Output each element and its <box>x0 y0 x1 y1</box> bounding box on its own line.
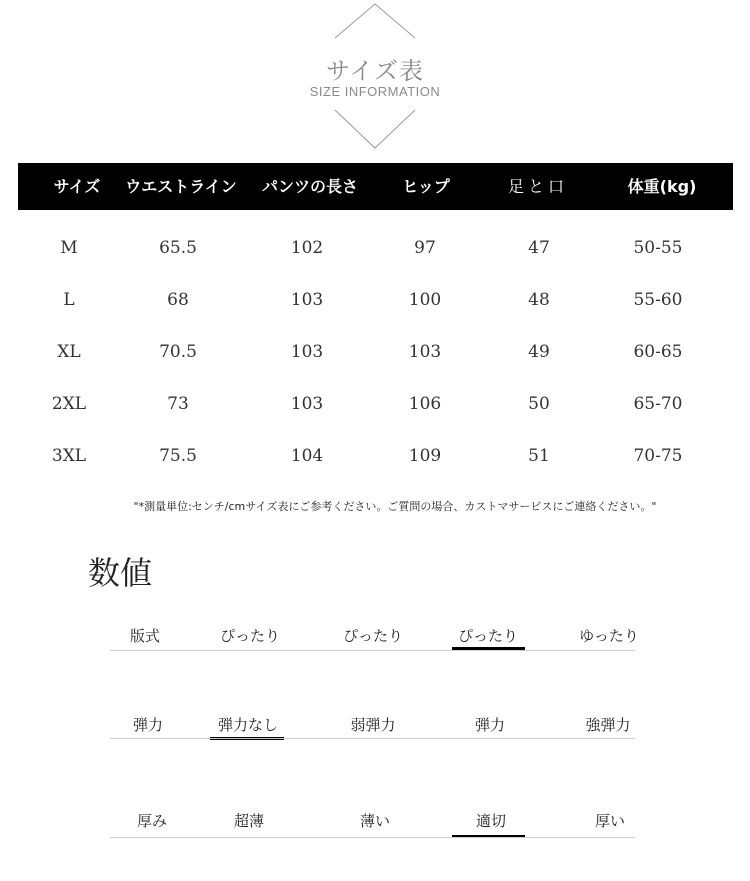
spec-divider <box>110 650 635 651</box>
cell-length: 104 <box>290 446 324 466</box>
size-table-header <box>18 163 733 210</box>
table-row <box>18 280 733 320</box>
spec-label: 弾力 <box>132 716 164 734</box>
cell-weight: 50-55 <box>633 238 683 258</box>
cell-waist: 75.5 <box>159 446 197 466</box>
size-chart-title: サイズ表 <box>325 57 425 85</box>
spec-option-selected: 弾力なし <box>217 716 279 734</box>
cell-waist: 65.5 <box>159 238 197 258</box>
cell-hip: 103 <box>408 342 442 362</box>
spec-option: 厚い <box>594 812 626 830</box>
cell-length: 103 <box>290 290 324 310</box>
cell-size: XL <box>57 342 81 362</box>
spec-option: 弾力 <box>474 716 506 734</box>
spec-label: 厚み <box>136 812 168 830</box>
cell-size: M <box>60 238 78 258</box>
cell-hem: 50 <box>528 394 550 414</box>
cell-hem: 51 <box>528 446 550 466</box>
cell-length: 102 <box>290 238 324 258</box>
specs-title: 数値 <box>88 554 153 592</box>
spec-option: ぴったり <box>219 627 281 645</box>
col-hip: ヒップ <box>402 177 450 196</box>
cell-weight: 55-60 <box>633 290 683 310</box>
spec-row-elasticity <box>110 714 635 754</box>
table-row <box>18 332 733 372</box>
table-row <box>18 384 733 424</box>
cell-hip: 97 <box>414 238 436 258</box>
spec-row-fit <box>110 624 639 664</box>
cell-length: 103 <box>290 394 324 414</box>
table-row <box>18 436 733 476</box>
spec-divider <box>110 738 635 739</box>
spec-option-selected: 適切 <box>475 812 507 830</box>
size-chart-subtitle: SIZE INFORMATION <box>309 84 441 99</box>
spec-option-selected: ぴったり <box>457 627 519 645</box>
col-hem: 足と口 <box>507 177 569 196</box>
cell-weight: 60-65 <box>633 342 683 362</box>
spec-option: ぴったり <box>342 627 404 645</box>
cell-hip: 100 <box>408 290 442 310</box>
spec-option: ゆったり <box>579 627 639 645</box>
cell-size: 3XL <box>51 446 87 466</box>
cell-waist: 68 <box>167 290 189 310</box>
measurement-note: "*測量単位:センチ/cmサイズ表にご参考ください。ご質問の場合、カストマサービスにご連絡ください。" <box>133 500 657 513</box>
cell-waist: 70.5 <box>159 342 197 362</box>
cell-hem: 49 <box>528 342 550 362</box>
spec-option: 超薄 <box>233 812 265 830</box>
col-size: サイズ <box>53 177 101 196</box>
spec-row-thickness <box>110 809 635 849</box>
col-weight: 体重(kg) <box>627 177 697 196</box>
spec-divider <box>110 837 635 838</box>
table-row <box>18 228 733 268</box>
cell-size: L <box>63 290 75 310</box>
col-waist: ウエストライン <box>125 177 237 196</box>
cell-waist: 73 <box>167 394 189 414</box>
cell-weight: 70-75 <box>633 446 683 466</box>
cell-weight: 65-70 <box>633 394 683 414</box>
cell-hem: 47 <box>528 238 550 258</box>
cell-length: 103 <box>290 342 324 362</box>
spec-label: 版式 <box>129 627 161 645</box>
spec-option: 弱弾力 <box>350 716 396 734</box>
cell-hip: 109 <box>408 446 442 466</box>
spec-option: 強弾力 <box>585 716 631 734</box>
spec-option: 薄い <box>359 812 391 830</box>
cell-size: 2XL <box>51 394 87 414</box>
cell-hip: 106 <box>408 394 442 414</box>
col-length: パンツの長さ <box>261 177 359 196</box>
cell-hem: 48 <box>528 290 550 310</box>
